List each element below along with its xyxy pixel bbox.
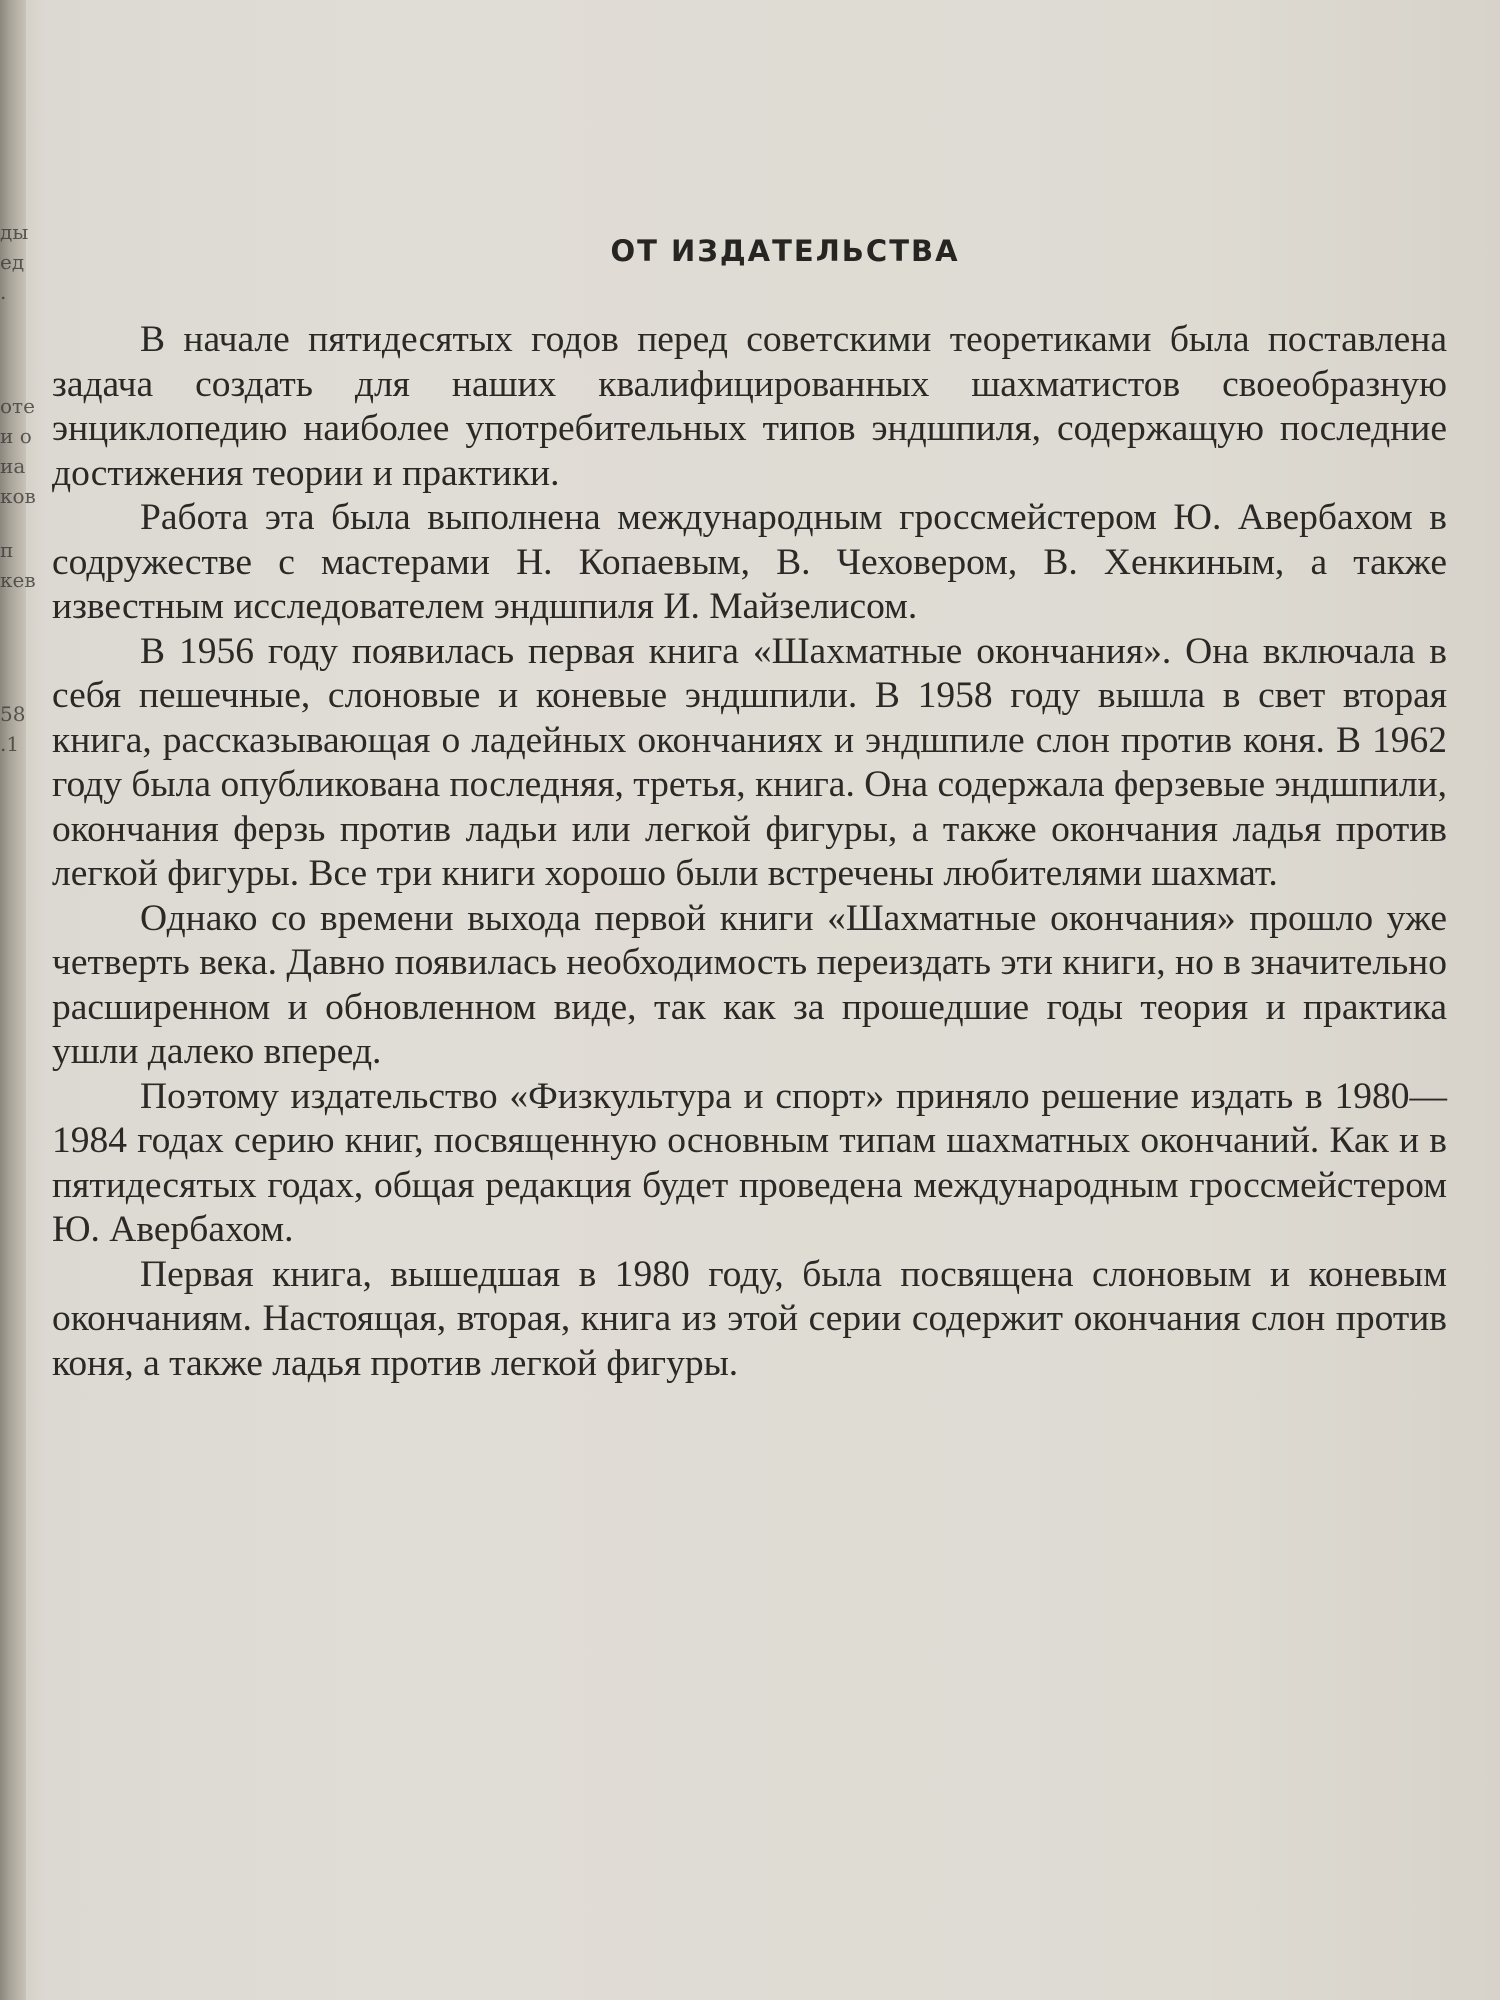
previous-page-fragment: .	[0, 280, 7, 304]
paragraph: Первая книга, вышедшая в 1980 году, была посвящена слоновым и коневым окончаниям. Настоящая, вторая, книга из этой серии содержит окончания слон против коня, а также ладья против легкой фигуры.	[52, 1253, 1447, 1384]
body-text	[52, 318, 1447, 1386]
previous-page-fragment: ед	[0, 250, 25, 274]
page-heading: ОТ ИЗДАТЕЛЬСТВА	[610, 234, 960, 268]
previous-page-fragment: ды	[0, 220, 29, 244]
previous-page-fragment: ков	[0, 484, 36, 508]
previous-page-edge	[0, 220, 36, 762]
previous-page-fragment: 58	[0, 702, 26, 726]
paragraph: Поэтому издательство «Физкультура и спорт» приняло решение издать в 1980—1984 годах серию книг, посвященную основным типам шахматных окончаний. Как и в пятидесятых годах, общая редакция будет проведена международным гроссмейстером Ю. Авербахом.	[52, 1075, 1447, 1250]
previous-page-fragment: п	[0, 538, 14, 562]
previous-page-fragment: и о	[0, 424, 32, 448]
paragraph: Работа эта была выполнена международным гроссмейстером Ю. Авербахом в содружестве с мастерами Н. Копаевым, В. Чеховером, В. Хенкиным, а также известным исследователем эндшпиля И. Майзелисом.	[52, 497, 1447, 627]
paragraph: В начале пятидесятых годов перед советскими теоретиками была поставлена задача создать для наших квалифицированных шахматистов своеобразную энциклопедию наиболее употребительных типов эндшпиля, содержащую последние достижения теории и практики.	[52, 319, 1447, 494]
paragraph: Однако со времени выхода первой книги «Шахматные окончания» прошло уже четверть века. Давно появилась необходимость переиздать эти книги, но в значительно расширенном и обновленном виде, так как за прошедшие годы теория и практика ушли далеко вперед.	[52, 897, 1447, 1072]
previous-page-fragment: иа	[0, 454, 26, 478]
previous-page-fragment: кев	[0, 568, 36, 592]
previous-page-fragment: оте	[0, 394, 35, 418]
previous-page-fragment: .1	[0, 732, 20, 756]
paragraph: В 1956 году появилась первая книга «Шахматные окончания». Она включала в себя пешечные, слоновые и коневые эндшпили. В 1958 году вышла в свет вторая книга, рассказывающая о ладейных окончаниях и эндшпиле слон против коня. В 1962 году была опубликована последняя, третья, книга. Она содержала ферзевые эндшпили, окончания ферзь против ладьи или легкой фигуры, а также окончания ладья против легкой фигуры. Все три книги хорошо были встречены любителями шахмат.	[52, 630, 1447, 894]
